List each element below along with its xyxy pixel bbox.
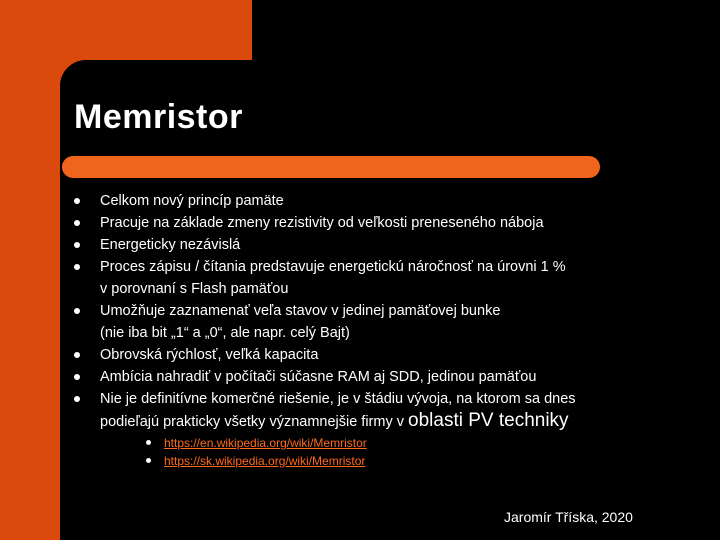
bullet-dot-icon [74, 264, 80, 270]
bullet-text: Proces zápisu / čítania predstavuje energetickú náročnosť na úrovni 1 % [100, 259, 566, 275]
list-item [74, 366, 704, 388]
bullet-text: Pracuje na základe zmeny rezistivity od veľkosti preneseného náboja [100, 215, 544, 231]
list-item [146, 452, 367, 470]
list-item [74, 388, 704, 433]
bullet-dot-icon [74, 374, 80, 380]
list-item [74, 300, 704, 344]
reference-links [146, 434, 367, 470]
bullet-list [74, 190, 704, 433]
link-sk-wikipedia[interactable]: https://sk.wikipedia.org/wiki/Memristor [164, 454, 366, 468]
list-item [146, 434, 367, 452]
bullet-text-continuation [100, 410, 704, 433]
bullet-text: Celkom nový princíp pamäte [100, 193, 284, 209]
bullet-dot-icon [146, 458, 151, 463]
bullet-text: Obrovská rýchlosť, veľká kapacita [100, 347, 319, 363]
bullet-dot-icon [74, 308, 80, 314]
bullet-text: Umožňuje zaznamenať veľa stavov v jedinej pamäťovej bunke [100, 303, 501, 319]
title-underline-bar [62, 156, 600, 178]
bullet-dot-icon [74, 220, 80, 226]
bullet-dot-icon [146, 440, 151, 445]
bullet-text: Energeticky nezávislá [100, 237, 241, 253]
bullet-text: Nie je definitívne komerčné riešenie, je v štádiu vývoja, na ktorom sa dnes [100, 391, 576, 407]
bullet-dot-icon [74, 198, 80, 204]
slide-title: Memristor [74, 98, 243, 136]
bullet-text-continuation: (nie iba bit „1“ a „0“, ale napr. celý Bajt) [100, 325, 350, 341]
bullet-dot-icon [74, 242, 80, 248]
bullet-dot-icon [74, 396, 80, 402]
bullet-text: Ambícia nahradiť v počítači súčasne RAM aj SDD, jedinou pamäťou [100, 369, 537, 385]
bullet-text-small: podieľajú prakticky všetky významnejšie firmy v [100, 414, 409, 430]
author-footer: Jaromír Tříska, 2020 [504, 509, 633, 525]
bullet-dot-icon [74, 352, 80, 358]
list-item [74, 256, 704, 300]
list-item [74, 234, 704, 256]
list-item [74, 212, 704, 234]
list-item [74, 344, 704, 366]
list-item [74, 190, 704, 212]
bullet-text-emphasis: oblasti PV techniky [408, 410, 569, 431]
link-en-wikipedia[interactable]: https://en.wikipedia.org/wiki/Memristor [164, 436, 367, 450]
bullet-text-continuation: v porovnaní s Flash pamäťou [100, 281, 289, 297]
